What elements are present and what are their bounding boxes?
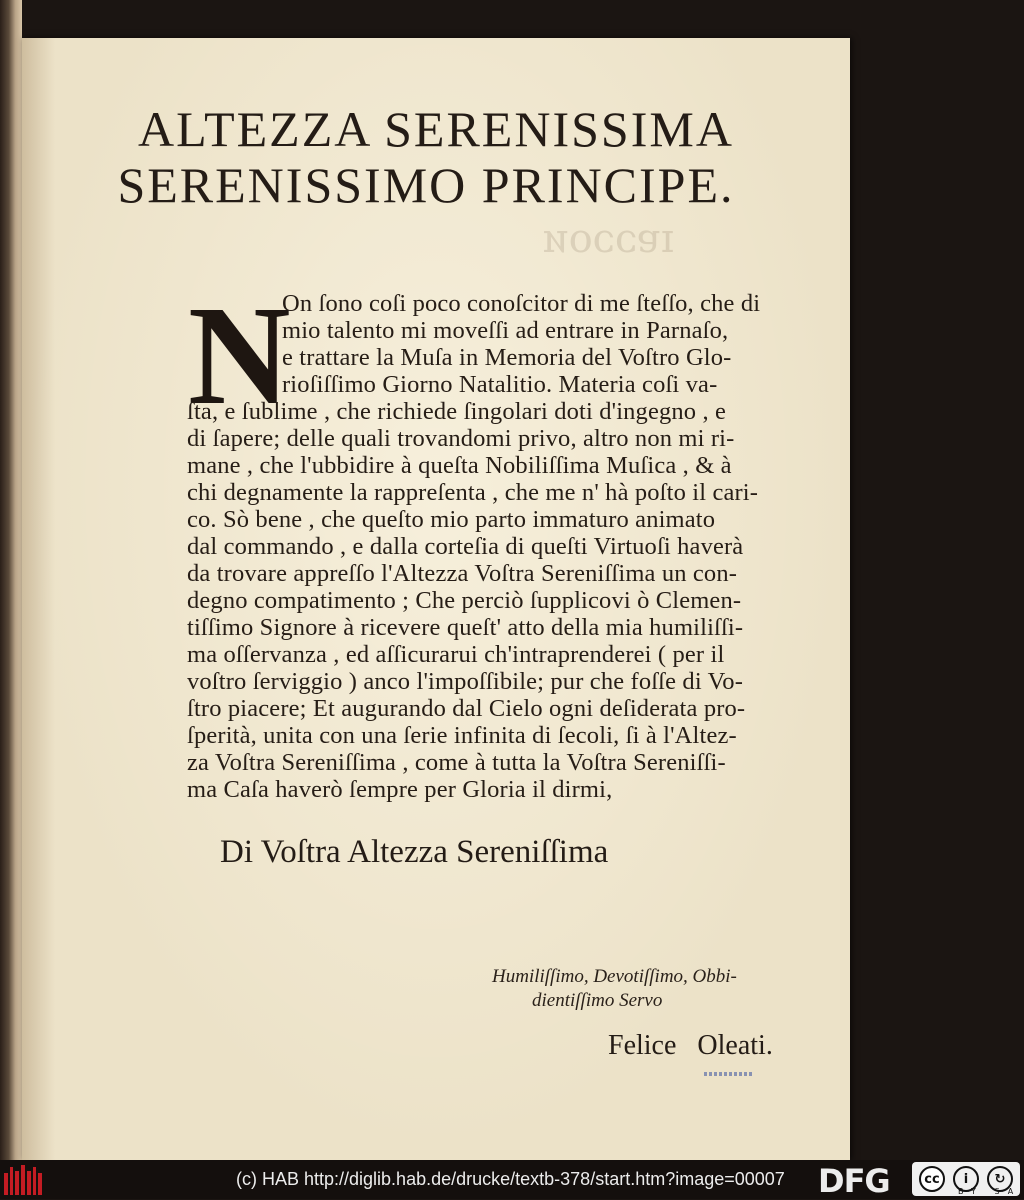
body-line: mane , che l'ubbidire à queſta Nobiliſſima Muſica , & à xyxy=(187,452,732,479)
signature-line: dientiſſimo Servo xyxy=(532,990,663,1011)
body-line: On ſono coſi poco conoſcitor di me ſteſſo, che di xyxy=(282,290,761,317)
body-line: e trattare la Muſa in Memoria del Voſtro Glo- xyxy=(282,344,732,371)
body-line: di ſapere; delle quali trovandomi privo, altro non mi ri- xyxy=(187,425,735,452)
viewer-footer xyxy=(0,1160,1024,1199)
body-line: ſperità, unita con una ſerie infinita di ſecoli, ſi à l'Altez- xyxy=(187,722,737,749)
sa-icon: ↻ xyxy=(987,1166,1013,1192)
hab-logo-icon[interactable] xyxy=(4,1165,42,1195)
cc-icon: cc xyxy=(919,1166,945,1192)
drop-cap: N xyxy=(188,276,291,434)
body-line: mio talento mi moveſſi ad entrare in Parnaſo, xyxy=(282,317,729,344)
body-line: ſtro piacere; Et augurando dal Cielo ogni deſiderata pro- xyxy=(187,695,746,722)
body-line: voſtro ſerviggio ) anco l'impoſſibile; pur che foſſe di Vo- xyxy=(187,668,744,695)
copyright-credit-link[interactable]: (c) HAB http://diglib.hab.de/drucke/textb-378/start.htm?image=00007 xyxy=(236,1169,785,1189)
show-through-text: ɪɐɔɔoᴎ xyxy=(542,216,675,262)
body-line: ma oſſervanza , ed aſſicurarui ch'intraprenderei ( per il xyxy=(187,641,725,668)
signature-line: Humiliſſimo, Devotiſſimo, Obbi- xyxy=(492,966,737,987)
body-line: za Voſtra Sereniſſima , come à tutta la Voſtra Sereniſſi- xyxy=(187,749,726,776)
body-line: ma Caſa haverò ſempre per Gloria il dirmi, xyxy=(187,776,613,803)
body-line: co. Sò bene , che queſto mio parto immaturo animato xyxy=(187,506,716,533)
cc-license-labels: BY SA xyxy=(958,1187,1022,1196)
body-line: degno compatimento ; Che perciò ſupplicovi ò Clemen- xyxy=(187,587,742,614)
body-line: ſta, e ſublime , che richiede ſingolari doti d'ingegno , e xyxy=(187,398,727,425)
library-stamp xyxy=(704,1072,754,1076)
by-icon: i xyxy=(953,1166,979,1192)
signer-name: Felice Oleati. xyxy=(608,1030,773,1061)
body-line: da trovare appreſſo l'Altezza Voſtra Sereniſſima un con- xyxy=(187,560,738,587)
document-page xyxy=(22,38,850,1160)
page-title-line2: SERENISSIMO PRINCIPE. xyxy=(117,157,735,213)
body-line: tiſſimo Signore à ricevere queſt' atto della mia humiliſſi- xyxy=(187,614,744,641)
closing-salutation: Di Voſtra Altezza Sereniſſima xyxy=(220,834,609,870)
body-line: dal commando , e dalla corteſia di queſti Virtuoſi haverà xyxy=(187,533,744,560)
page-title-line1: ALTEZZA SERENISSIMA xyxy=(138,101,734,157)
body-line: rioſiſſimo Giorno Natalitio. Materia coſi va- xyxy=(282,371,718,398)
body-line: chi degnamente la rappreſenta , che me n' hà poſto il cari- xyxy=(187,479,759,506)
dfg-logo[interactable]: DFG xyxy=(818,1162,890,1200)
